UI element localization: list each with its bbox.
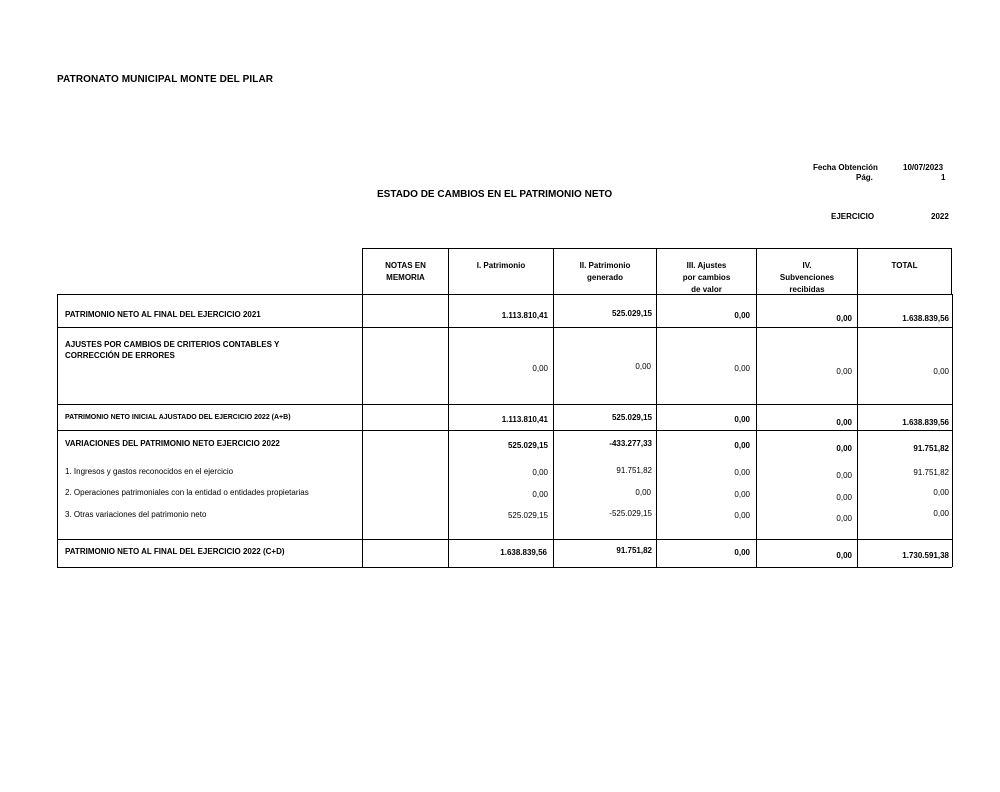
- column-header-label: TOTAL: [891, 261, 918, 270]
- column-header-label: NOTAS EN MEMORIA: [385, 261, 426, 282]
- table-rule: [553, 294, 554, 567]
- cell-value: 525.029,15: [507, 441, 548, 450]
- table-rule: [857, 294, 858, 567]
- cell-value: 1.113.810,41: [501, 311, 548, 320]
- table-rule: [57, 539, 952, 540]
- fecha-value: 10/07/2023: [903, 163, 944, 172]
- ejercicio-value: 2022: [931, 212, 949, 221]
- cell-value: 0,00: [836, 418, 852, 427]
- table-rule: [952, 294, 953, 567]
- row-label-pn-final-2021: PATRIMONIO NETO AL FINAL DEL EJERCICIO 2021: [65, 310, 261, 319]
- cell-value: 0,00: [933, 488, 949, 497]
- row-label-otras-variaciones: 3. Otras variaciones del patrimonio neto: [65, 510, 207, 519]
- table-rule: [57, 294, 58, 567]
- column-header-notas: [362, 248, 448, 294]
- cell-value: 1.638.839,56: [902, 314, 949, 323]
- row-label-pn-final-2022: PATRIMONIO NETO AL FINAL DEL EJERCICIO 2022 (C+D): [65, 547, 285, 556]
- column-header-label: IV. Subvenciones recibidas: [779, 261, 835, 294]
- cell-value: 0,00: [836, 551, 852, 560]
- table-rule: [57, 294, 952, 295]
- cell-value: 0,00: [734, 311, 750, 320]
- table-rule: [57, 567, 952, 568]
- cell-value: 0,00: [734, 364, 750, 373]
- cell-value: 0,00: [734, 415, 750, 424]
- cell-value: 1.638.839,56: [500, 548, 547, 557]
- row-label-operaciones: 2. Operaciones patrimoniales con la entidad o entidades propietarias: [65, 488, 309, 497]
- cell-value: 0,00: [734, 490, 750, 499]
- cell-value: 1.113.810,41: [501, 415, 548, 424]
- column-header-label: I. Patrimonio: [476, 261, 526, 270]
- cell-value: 0,00: [734, 468, 750, 477]
- column-header-subvenciones: [756, 248, 857, 294]
- row-label-variaciones: VARIACIONES DEL PATRIMONIO NETO EJERCICIO 2022: [65, 439, 280, 448]
- cell-value: 0,00: [734, 511, 750, 520]
- cell-value: 1.730.591,38: [902, 551, 949, 560]
- ejercicio-label: EJERCICIO: [831, 212, 875, 221]
- cell-value: 0,00: [532, 490, 548, 499]
- cell-value: -525.029,15: [609, 509, 652, 518]
- cell-value: 0,00: [836, 493, 852, 502]
- cell-value: 0,00: [635, 362, 651, 371]
- cell-value: 0,00: [836, 314, 852, 323]
- cell-value: 525.029,15: [611, 309, 652, 318]
- cell-value: 91.751,82: [616, 546, 652, 555]
- row-label-ajustes-criterios: AJUSTES POR CAMBIOS DE CRITERIOS CONTABLES Y CORRECCIÓN DE ERRORES: [65, 340, 280, 360]
- cell-value: 0,00: [734, 548, 750, 557]
- pag-label: Pág.: [856, 173, 873, 182]
- cell-value: -433.277,33: [609, 439, 652, 448]
- cell-value: 91.751,82: [616, 466, 652, 475]
- cell-value: 0,00: [836, 514, 852, 523]
- cell-value: 91.751,82: [913, 468, 949, 477]
- cell-value: 0,00: [933, 367, 949, 376]
- organization-name: PATRONATO MUNICIPAL MONTE DEL PILAR: [57, 74, 274, 85]
- column-header-patrimonio-generado: [553, 248, 656, 294]
- column-header-label: III. Ajustes por cambios de valor: [682, 261, 731, 294]
- pag-value: 1: [941, 173, 946, 182]
- table-rule: [656, 294, 657, 567]
- cell-value: 0,00: [836, 444, 852, 453]
- report-title: ESTADO DE CAMBIOS EN EL PATRIMONIO NETO: [377, 189, 613, 200]
- cell-value: 1.638.839,56: [902, 418, 949, 427]
- row-label-pn-inicial-ajustado: PATRIMONIO NETO INICIAL AJUSTADO DEL EJERCICIO 2022 (A+B): [65, 414, 291, 421]
- cell-value: 0,00: [635, 488, 651, 497]
- cell-value: 0,00: [836, 471, 852, 480]
- cell-value: 0,00: [734, 441, 750, 450]
- table-rule: [448, 294, 449, 567]
- cell-value: 0,00: [933, 509, 949, 518]
- column-header-total: [857, 248, 952, 294]
- table-rule: [57, 404, 952, 405]
- cell-value: 91.751,82: [913, 444, 949, 453]
- table-rule: [57, 327, 952, 328]
- table-rule: [57, 430, 952, 431]
- cell-value: 525.029,15: [507, 511, 548, 520]
- cell-value: 0,00: [836, 367, 852, 376]
- column-header-patrimonio: [448, 248, 553, 294]
- table-rule: [756, 294, 757, 567]
- fecha-label: Fecha Obtención: [813, 163, 878, 172]
- row-label-ingresos-gastos: 1. Ingresos y gastos reconocidos en el ejercicio: [65, 467, 234, 476]
- cell-value: 0,00: [532, 364, 548, 373]
- table-rule: [362, 294, 363, 567]
- column-header-ajustes: [656, 248, 756, 294]
- cell-value: 525.029,15: [611, 413, 652, 422]
- cell-value: 0,00: [532, 468, 548, 477]
- column-header-label: II. Patrimonio generado: [579, 261, 631, 282]
